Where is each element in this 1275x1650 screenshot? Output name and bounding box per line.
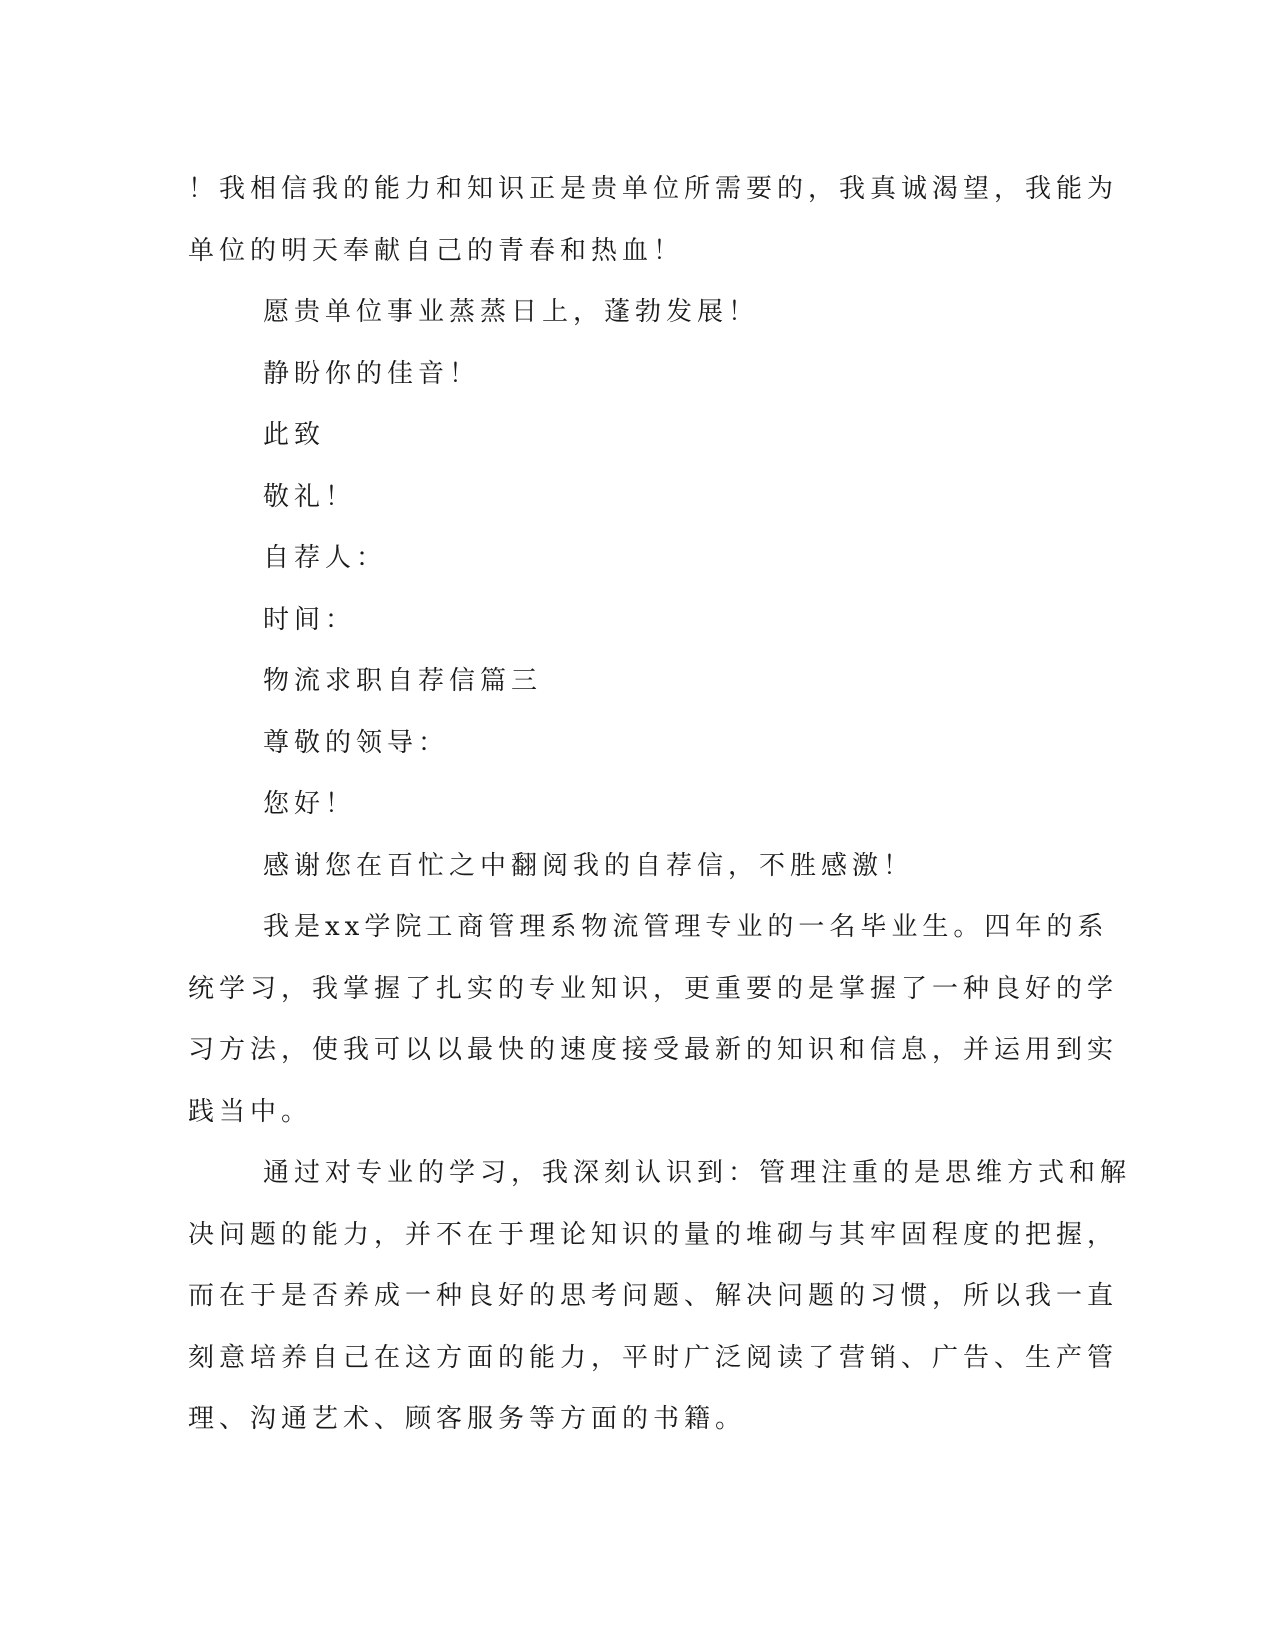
text-line: ！我相信我的能力和知识正是贵单位所需要的，我真诚渴望，我能为 (188, 174, 1119, 204)
text-line: 我是xx学院工商管理系物流管理专业的一名毕业生。四年的系 (263, 912, 1109, 942)
text-line: 单位的明天奉献自己的青春和热血！ (188, 235, 685, 266)
greeting-hello: 您好！ (263, 789, 357, 819)
text-line: 而在于是否养成一种良好的思考问题、解决问题的习惯，所以我一直 (188, 1281, 1119, 1311)
date-label: 时间： (263, 604, 357, 635)
text-line: 统学习，我掌握了扎实的专业知识，更重要的是掌握了一种良好的学 (188, 973, 1119, 1004)
text-line: 刻意培养自己在这方面的能力，平时广泛阅读了营销、广告、生产管 (188, 1342, 1119, 1373)
salutation-jingli: 敬礼！ (263, 481, 357, 512)
letter-body (188, 159, 1132, 1451)
text-line: 通过对专业的学习，我深刻认识到：管理注重的是思维方式和解 (263, 1158, 1132, 1188)
section-title: 物流求职自荐信篇三 (263, 666, 543, 696)
salutation-cizhi: 此致 (263, 420, 326, 450)
text-line: 决问题的能力，并不在于理论知识的量的堆砌与其牢固程度的把握， (188, 1219, 1119, 1250)
closing-wish: 愿贵单位事业蒸蒸日上，蓬勃发展！ (263, 297, 760, 327)
closing-await: 静盼你的佳音！ (263, 358, 481, 389)
text-line: 习方法，使我可以以最快的速度接受最新的知识和信息，并运用到实 (188, 1035, 1119, 1065)
signature-label: 自荐人： (263, 543, 388, 573)
text-line: 理、沟通艺术、顾客服务等方面的书籍。 (188, 1404, 747, 1434)
text-line: 践当中。 (188, 1096, 313, 1127)
greeting-addressee: 尊敬的领导： (263, 727, 450, 758)
text-line: 感谢您在百忙之中翻阅我的自荐信，不胜感激！ (263, 850, 915, 881)
